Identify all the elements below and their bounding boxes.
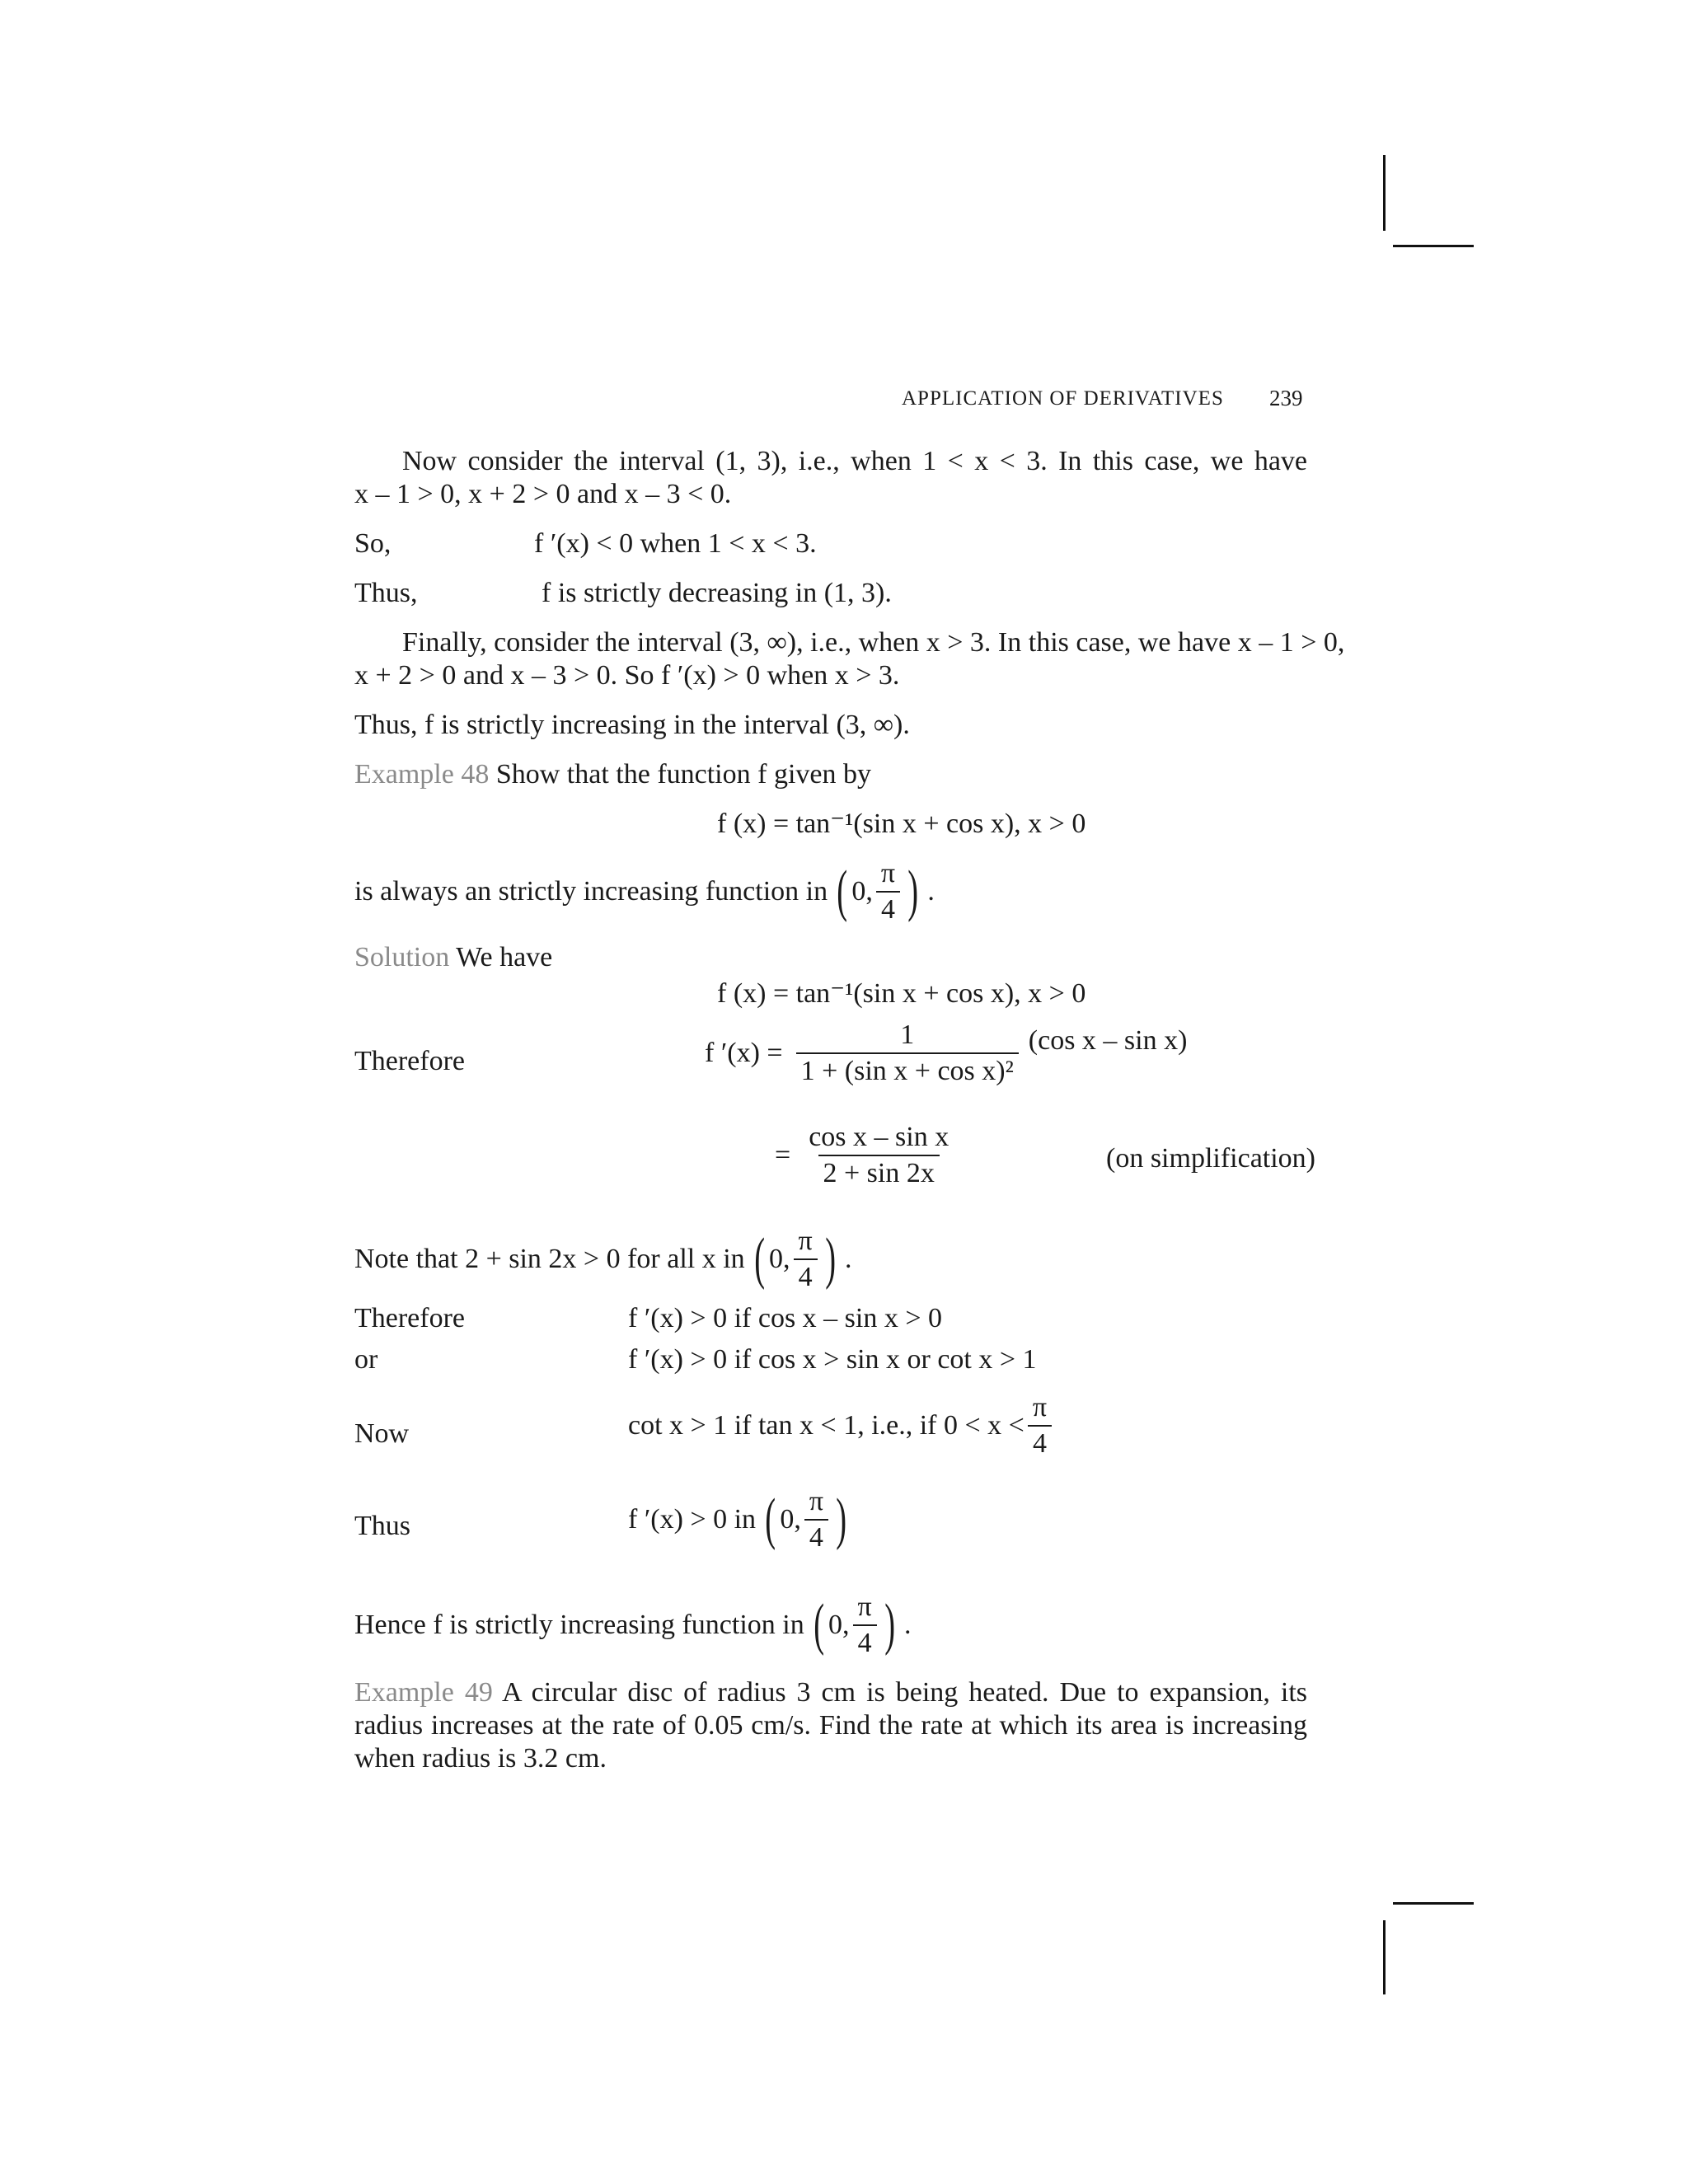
derivative-lhs: f ′(x) = <box>705 1037 783 1068</box>
fraction-pi-over-4: $\frac{\pi}{4}$ <box>853 1592 877 1657</box>
running-header-title: APPLICATION OF DERIVATIVES <box>902 387 1224 410</box>
solution-text: We have <box>449 942 553 972</box>
expr-fprime-negative: f ′(x) < 0 when 1 < x < 3. <box>534 528 817 559</box>
solution-label: Solution <box>354 942 450 972</box>
example-48-statement <box>354 758 871 791</box>
crop-mark-bottom-vertical <box>1383 1920 1386 1994</box>
example-49-line2: radius increases at the rate of 0.05 cm/s. Find the rate at which its area is increasing <box>354 1710 1307 1741</box>
page-number: 239 <box>1269 386 1303 410</box>
crop-mark-top-horizontal <box>1393 245 1474 247</box>
fraction-pi-over-4: $\frac{\pi}{4}$ <box>1028 1393 1052 1458</box>
expr-fprime-cos-minus-sin: f ′(x) > 0 if cos x – sin x > 0 <box>628 1303 943 1333</box>
crop-mark-top-vertical <box>1383 155 1386 231</box>
label-thus-1: Thus, <box>354 578 418 608</box>
derivative-equation <box>705 1020 1187 1085</box>
interval-zero: 0, <box>851 875 873 907</box>
example-48-continuation: is always an strictly increasing function in ( 0, $\frac{\pi}{4}$ ) . <box>354 858 935 925</box>
paragraph-strictly-increasing-3-inf: Thus, f is strictly increasing in the interval (3, ∞). <box>354 710 910 740</box>
label-therefore-2: Therefore <box>354 1303 466 1333</box>
label-therefore-1: Therefore <box>354 1046 466 1076</box>
expr-fprime-positive-interval: f ′(x) > 0 in ( 0, $\frac{\pi}{4}$ ) <box>628 1486 847 1553</box>
label-or: or <box>354 1344 378 1375</box>
expr-cot-gt-1: cot x > 1 if tan x < 1, i.e., if 0 < x < $\frac{\pi}{4}$ <box>628 1393 1055 1458</box>
solution-equation-1: f (x) = tan⁻¹(sin x + cos x), x > 0 <box>717 978 1086 1009</box>
simplified-fraction: $\frac{\text{cos x – sin x}}{2 + \sin 2x}$ <box>809 1122 950 1188</box>
example-49-line1: Example 49 A circular disc of radius 3 cm is being heated. Due to expansion, its <box>354 1677 1308 1708</box>
hence-conclusion: Hence f is strictly increasing function in ( 0, $\frac{\pi}{4}$ ) . <box>354 1591 912 1658</box>
fraction-pi-over-4: $\frac{\pi}{4}$ <box>794 1226 818 1291</box>
solution-statement <box>354 941 552 974</box>
example-48-text: Show that the function f given by <box>489 759 871 790</box>
crop-mark-bottom-horizontal <box>1393 1902 1474 1905</box>
paragraph-interval-1-3-line2: x – 1 > 0, x + 2 > 0 and x – 3 < 0. <box>354 479 732 509</box>
label-so: So, <box>354 528 392 559</box>
example-48-label: Example 48 <box>354 759 490 790</box>
expr-fprime-cot: f ′(x) > 0 if cos x > sin x or cot x > 1 <box>628 1344 1037 1375</box>
expr-strictly-decreasing: f is strictly decreasing in (1, 3). <box>542 578 892 608</box>
example-49-line3: when radius is 3.2 cm. <box>354 1743 607 1774</box>
fraction-pi-over-4: $\frac{\pi}{4}$ <box>804 1487 828 1552</box>
example-48-equation: f (x) = tan⁻¹(sin x + cos x), x > 0 <box>717 808 1086 839</box>
derivative-tail: (cos x – sin x) <box>1028 1024 1188 1056</box>
example-48-cont-text: is always an strictly increasing function in <box>354 875 828 907</box>
label-now: Now <box>354 1418 410 1449</box>
simplified-equation: = $\frac{\text{cos x – sin x}}{2 + \sin 2x}$ <box>775 1122 957 1188</box>
note-positive-denominator: Note that 2 + sin 2x > 0 for all x in ( 0, $\frac{\pi}{4}$ ) . <box>354 1226 852 1292</box>
simplification-note: (on simplification) <box>1106 1143 1316 1174</box>
fraction-pi-over-4: $\frac{\pi}{4}$ <box>876 859 900 924</box>
example-49-label: Example 49 <box>354 1677 493 1708</box>
label-thus-2: Thus <box>354 1511 410 1541</box>
paragraph-interval-3-inf-line1: Finally, consider the interval (3, ∞), i.e., when x > 3. In this case, we have x – 1 > 0, <box>402 627 1345 658</box>
paragraph-interval-3-inf-line2: x + 2 > 0 and x – 3 > 0. So f ′(x) > 0 when x > 3. <box>354 660 900 691</box>
paragraph-interval-1-3-line1: Now consider the interval (1, 3), i.e., when 1 < x < 3. In this case, we have <box>402 446 1307 476</box>
derivative-fraction: $\frac{1}{\text{1 + (sin x + cos x)²}}$ <box>796 1020 1019 1085</box>
